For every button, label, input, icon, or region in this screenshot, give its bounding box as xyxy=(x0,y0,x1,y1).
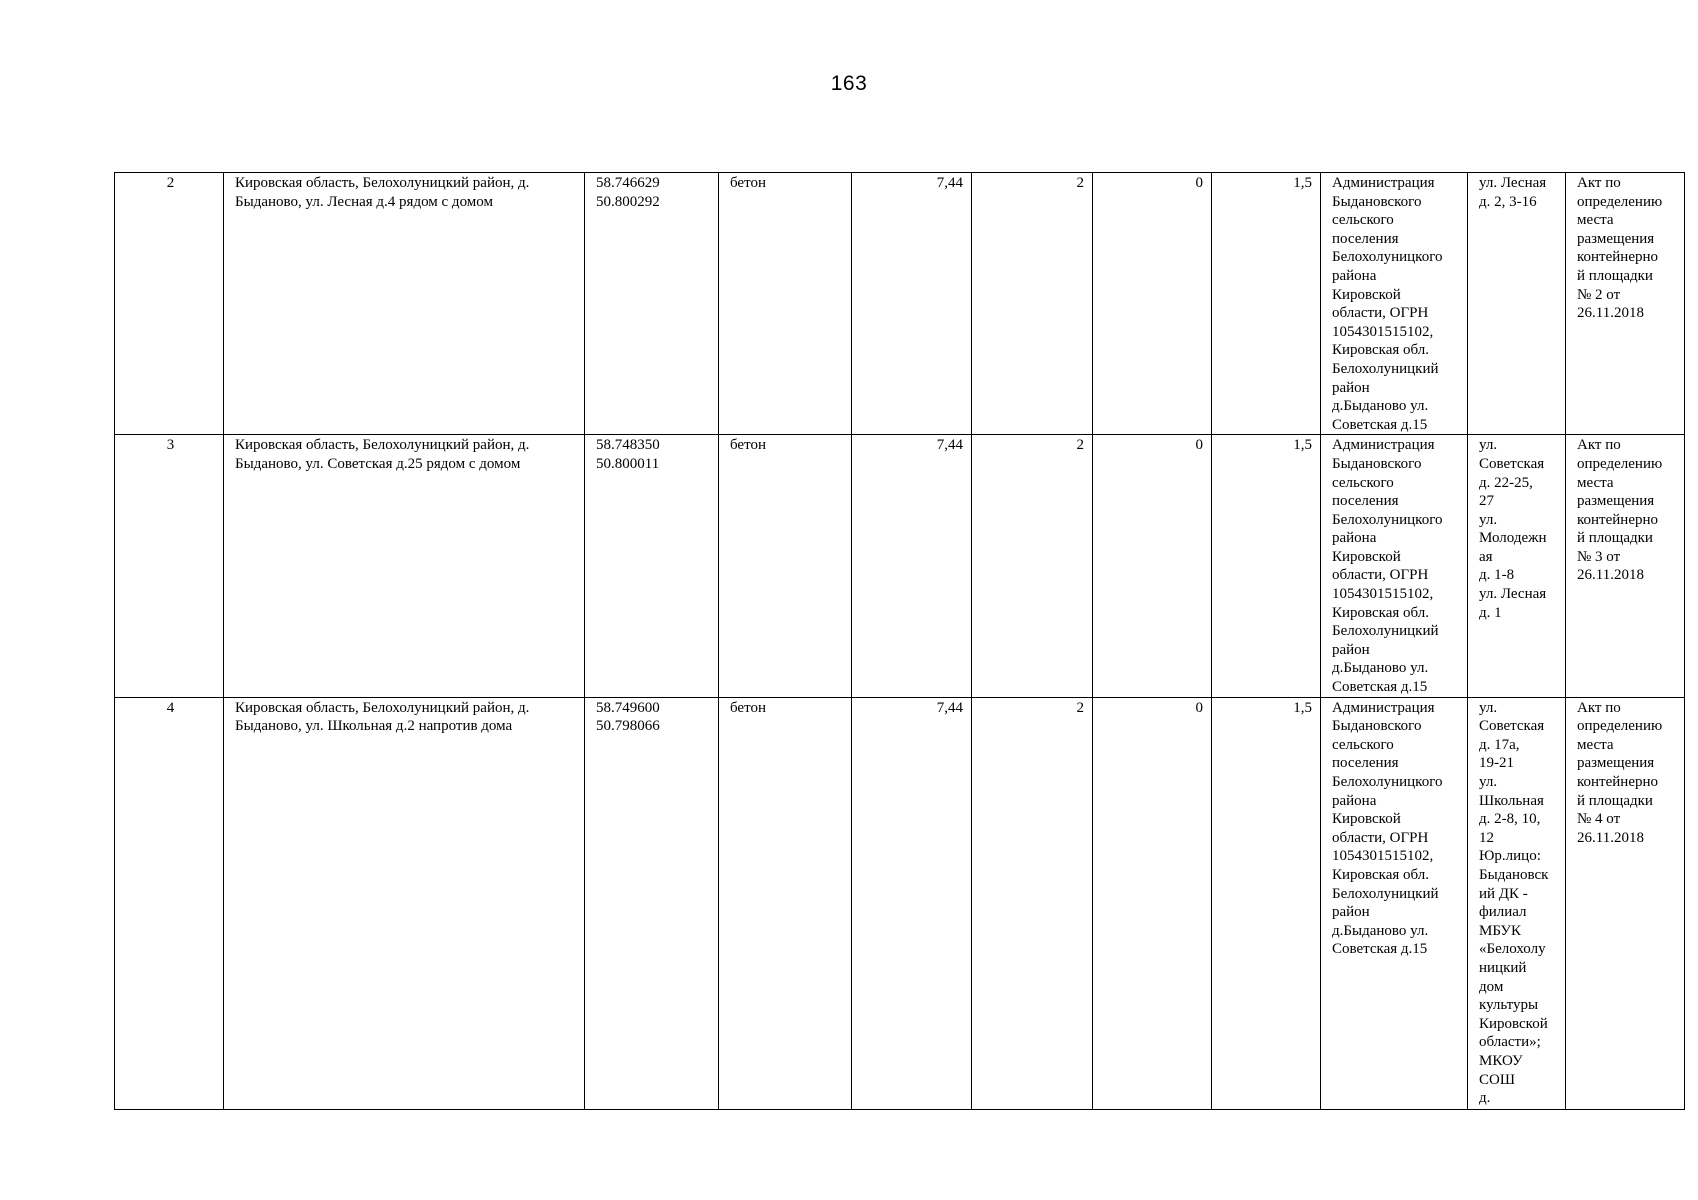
container-volume: 1,5 xyxy=(1212,173,1321,435)
row-number: 4 xyxy=(115,697,224,1109)
placement-act: Акт по определению места размещения контейнерно й площадки № 3 от 26.11.2018 xyxy=(1566,435,1685,697)
site-coordinates: 58.746629 50.800292 xyxy=(585,173,719,435)
site-coordinates: 58.749600 50.798066 xyxy=(585,697,719,1109)
container-count: 2 xyxy=(972,173,1093,435)
surface-type: бетон xyxy=(719,697,852,1109)
container-count: 2 xyxy=(972,697,1093,1109)
site-coordinates: 58.748350 50.800011 xyxy=(585,435,719,697)
planned-container-count: 0 xyxy=(1093,173,1212,435)
site-owner: Администрация Быдановского сельского поселения Белохолуницкого района Кировской области, ОГРН 1054301515102, Кировская обл. Белохолуницкий район д.Быданово ул. Советская д.15 xyxy=(1321,435,1468,697)
container-volume: 1,5 xyxy=(1212,435,1321,697)
site-area: 7,44 xyxy=(852,435,972,697)
container-sites-table xyxy=(114,172,1685,1110)
site-address: Кировская область, Белохолуницкий район, д. Быданово, ул. Школьная д.2 напротив дома xyxy=(224,697,585,1109)
row-number: 2 xyxy=(115,173,224,435)
site-owner: Администрация Быдановского сельского поселения Белохолуницкого района Кировской области, ОГРН 1054301515102, Кировская обл. Белохолуницкий район д.Быданово ул. Советская д.15 xyxy=(1321,697,1468,1109)
table-row xyxy=(115,173,1685,435)
site-area: 7,44 xyxy=(852,697,972,1109)
waste-sources: ул. Лесная д. 2, 3-16 xyxy=(1468,173,1566,435)
site-owner: Администрация Быдановского сельского поселения Белохолуницкого района Кировской области, ОГРН 1054301515102, Кировская обл. Белохолуницкий район д.Быданово ул. Советская д.15 xyxy=(1321,173,1468,435)
site-address: Кировская область, Белохолуницкий район, д. Быданово, ул. Советская д.25 рядом с домом xyxy=(224,435,585,697)
site-address: Кировская область, Белохолуницкий район, д. Быданово, ул. Лесная д.4 рядом с домом xyxy=(224,173,585,435)
placement-act: Акт по определению места размещения контейнерно й площадки № 4 от 26.11.2018 xyxy=(1566,697,1685,1109)
page-number: 163 xyxy=(830,72,868,95)
table-row xyxy=(115,697,1685,1109)
row-number: 3 xyxy=(115,435,224,697)
site-area: 7,44 xyxy=(852,173,972,435)
container-count: 2 xyxy=(972,435,1093,697)
planned-container-count: 0 xyxy=(1093,697,1212,1109)
surface-type: бетон xyxy=(719,173,852,435)
container-volume: 1,5 xyxy=(1212,697,1321,1109)
waste-sources: ул. Советская д. 17а, 19-21 ул. Школьная д. 2-8, 10, 12 Юр.лицо: Быдановск ий ДК - филиал МБУК «Белохолу ницкий дом культуры Кировской области»; МКОУ СОШ д. xyxy=(1468,697,1566,1109)
waste-sources: ул. Советская д. 22-25, 27 ул. Молодежн ая д. 1-8 ул. Лесная д. 1 xyxy=(1468,435,1566,697)
table-row xyxy=(115,435,1685,697)
surface-type: бетон xyxy=(719,435,852,697)
placement-act: Акт по определению места размещения контейнерно й площадки № 2 от 26.11.2018 xyxy=(1566,173,1685,435)
planned-container-count: 0 xyxy=(1093,435,1212,697)
